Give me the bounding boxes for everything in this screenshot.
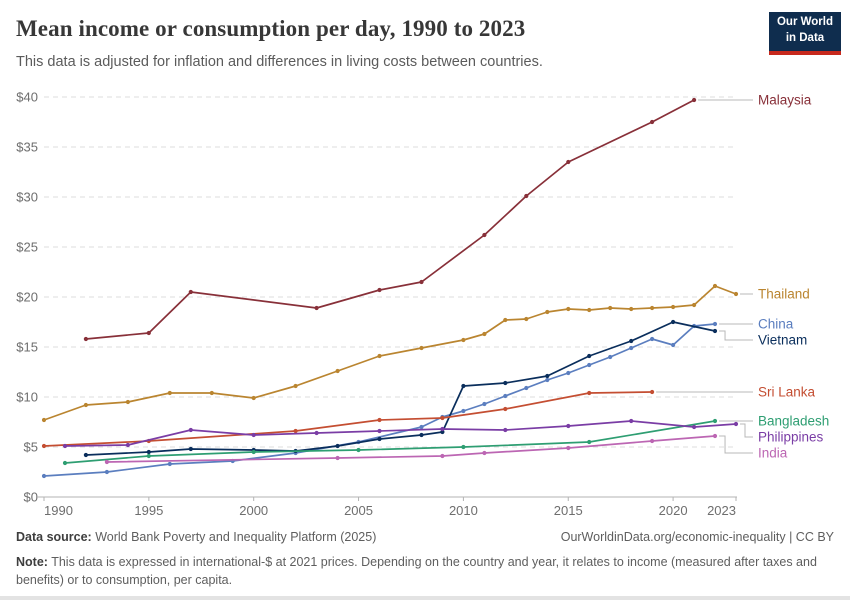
series-marker-china <box>713 322 717 326</box>
series-marker-malaysia <box>189 290 193 294</box>
series-marker-malaysia <box>692 98 696 102</box>
owid-logo[interactable] <box>769 12 841 55</box>
series-marker-thailand <box>734 292 738 296</box>
series-marker-philippines <box>189 428 193 432</box>
x-tick-label-2015: 2015 <box>553 503 583 518</box>
series-marker-malaysia <box>566 160 570 164</box>
series-marker-vietnam <box>419 433 423 437</box>
series-label-philippines[interactable]: Philippines <box>758 429 824 445</box>
series-marker-bangladesh <box>252 450 256 454</box>
series-marker-vietnam <box>147 450 151 454</box>
series-line-malaysia[interactable] <box>86 100 694 339</box>
series-marker-philippines <box>503 428 507 432</box>
series-marker-thailand <box>608 306 612 310</box>
series-marker-philippines <box>252 433 256 437</box>
series-marker-china <box>482 402 486 406</box>
series-marker-china <box>545 378 549 382</box>
series-marker-philippines <box>126 443 130 447</box>
series-marker-china <box>629 346 633 350</box>
series-marker-china <box>42 474 46 478</box>
series-marker-india <box>713 434 717 438</box>
series-marker-india <box>105 460 109 464</box>
series-marker-india <box>336 456 340 460</box>
data-source <box>16 530 376 544</box>
series-marker-philippines <box>692 425 696 429</box>
series-marker-china <box>608 355 612 359</box>
series-marker-malaysia <box>650 120 654 124</box>
series-marker-malaysia <box>482 233 486 237</box>
x-tick-label-1990: 1990 <box>44 503 73 518</box>
line-chart <box>0 85 850 530</box>
chart-subtitle: This data is adjusted for inflation and differences in living costs between countries. <box>16 54 543 70</box>
series-marker-bangladesh <box>461 445 465 449</box>
series-marker-thailand <box>587 308 591 312</box>
series-marker-thailand <box>294 384 298 388</box>
series-label-bangladesh[interactable]: Bangladesh <box>758 413 830 429</box>
series-marker-thailand <box>126 400 130 404</box>
y-tick-label-5: $5 <box>23 439 38 455</box>
series-marker-sri-lanka <box>440 416 444 420</box>
series-marker-malaysia <box>377 288 381 292</box>
series-label-china[interactable]: China <box>758 316 794 332</box>
series-marker-vietnam <box>84 453 88 457</box>
series-marker-thailand <box>629 307 633 311</box>
series-marker-china <box>503 394 507 398</box>
series-marker-bangladesh <box>147 454 151 458</box>
x-tick-label-2010: 2010 <box>448 503 478 518</box>
series-marker-sri-lanka <box>587 391 591 395</box>
series-marker-thailand <box>545 310 549 314</box>
x-tick-label-1995: 1995 <box>134 503 164 518</box>
series-marker-philippines <box>440 427 444 431</box>
series-marker-vietnam <box>713 329 717 333</box>
x-tick-label-2000: 2000 <box>239 503 269 518</box>
series-marker-china <box>105 470 109 474</box>
series-marker-bangladesh <box>713 419 717 423</box>
data-source-value: World Bank Poverty and Inequality Platform (2025) <box>91 530 377 544</box>
note-value: This data is expressed in international-$ at 2021 prices. Depending on the country and year, it relates to income (measured after taxes and benefits) or to consumption, per capita. <box>16 555 817 588</box>
owid-link[interactable]: OurWorldinData.org/economic-inequality <box>560 530 786 544</box>
y-tick-label-40: $40 <box>16 89 38 105</box>
series-marker-thailand <box>210 391 214 395</box>
series-marker-china <box>671 343 675 347</box>
series-marker-china <box>566 371 570 375</box>
series-marker-sri-lanka <box>42 444 46 448</box>
series-marker-vietnam <box>461 384 465 388</box>
data-source-label: Data source: <box>16 530 92 544</box>
series-marker-thailand <box>482 332 486 336</box>
series-marker-thailand <box>671 305 675 309</box>
footer-right <box>561 530 834 544</box>
series-marker-thailand <box>713 284 717 288</box>
series-marker-thailand <box>650 306 654 310</box>
series-marker-malaysia <box>524 194 528 198</box>
y-tick-label-30: $30 <box>16 189 38 205</box>
owid-logo-line1: Our World <box>776 16 833 28</box>
series-marker-philippines <box>377 429 381 433</box>
series-connector-philippines <box>740 424 753 437</box>
series-marker-vietnam <box>545 374 549 378</box>
series-line-vietnam[interactable] <box>86 322 715 455</box>
series-label-india[interactable]: India <box>758 445 788 461</box>
series-connector-vietnam <box>719 331 753 340</box>
series-marker-china <box>419 425 423 429</box>
series-marker-thailand <box>461 338 465 342</box>
owid-logo-line2: in Data <box>785 31 825 44</box>
bottom-divider <box>0 596 850 600</box>
series-label-malaysia[interactable]: Malaysia <box>758 92 812 108</box>
series-marker-philippines <box>629 419 633 423</box>
series-marker-thailand <box>336 369 340 373</box>
series-label-vietnam[interactable]: Vietnam <box>758 332 808 348</box>
series-marker-vietnam <box>503 381 507 385</box>
note-label: Note: <box>16 555 48 569</box>
series-marker-philippines <box>734 422 738 426</box>
series-line-thailand[interactable] <box>44 286 736 420</box>
y-tick-label-35: $35 <box>16 139 38 155</box>
series-marker-philippines <box>63 444 67 448</box>
series-marker-china <box>650 337 654 341</box>
y-tick-label-0: $0 <box>23 489 38 505</box>
series-marker-india <box>566 446 570 450</box>
series-marker-philippines <box>315 431 319 435</box>
x-tick-label-2023: 2023 <box>707 503 737 518</box>
series-marker-philippines <box>566 424 570 428</box>
license-text: | CC BY <box>785 530 834 544</box>
series-marker-malaysia <box>315 306 319 310</box>
series-marker-sri-lanka <box>503 407 507 411</box>
series-marker-thailand <box>503 318 507 322</box>
series-marker-vietnam <box>587 354 591 358</box>
series-connector-india <box>719 436 753 453</box>
series-marker-vietnam <box>336 444 340 448</box>
series-marker-thailand <box>524 317 528 321</box>
series-marker-thailand <box>84 403 88 407</box>
series-marker-thailand <box>252 396 256 400</box>
series-marker-thailand <box>566 307 570 311</box>
chart-title: Mean income or consumption per day, 1990 to 2023 <box>16 16 526 41</box>
series-marker-china <box>524 386 528 390</box>
series-label-thailand[interactable]: Thailand <box>758 286 810 302</box>
series-marker-china <box>461 409 465 413</box>
series-marker-malaysia <box>419 280 423 284</box>
y-tick-label-10: $10 <box>16 389 38 405</box>
y-tick-label-15: $15 <box>16 339 38 355</box>
series-marker-bangladesh <box>63 461 67 465</box>
series-marker-malaysia <box>147 331 151 335</box>
series-marker-sri-lanka <box>650 390 654 394</box>
series-marker-vietnam <box>189 447 193 451</box>
series-marker-thailand <box>419 346 423 350</box>
series-marker-vietnam <box>377 437 381 441</box>
series-marker-bangladesh <box>356 448 360 452</box>
series-marker-malaysia <box>84 337 88 341</box>
series-marker-sri-lanka <box>377 418 381 422</box>
series-marker-thailand <box>377 354 381 358</box>
series-marker-india <box>482 451 486 455</box>
series-marker-india <box>440 454 444 458</box>
series-marker-bangladesh <box>587 440 591 444</box>
series-marker-thailand <box>168 391 172 395</box>
series-marker-india <box>650 439 654 443</box>
x-tick-label-2005: 2005 <box>344 503 374 518</box>
y-tick-label-20: $20 <box>16 289 38 305</box>
series-marker-china <box>587 363 591 367</box>
chart-footer <box>16 530 834 589</box>
series-marker-china <box>168 462 172 466</box>
y-tick-label-25: $25 <box>16 239 38 255</box>
x-tick-label-2020: 2020 <box>658 503 688 518</box>
series-label-sri-lanka[interactable]: Sri Lanka <box>758 384 816 400</box>
series-marker-thailand <box>692 303 696 307</box>
series-marker-vietnam <box>671 320 675 324</box>
series-marker-sri-lanka <box>294 429 298 433</box>
series-marker-thailand <box>42 418 46 422</box>
series-marker-vietnam <box>629 339 633 343</box>
